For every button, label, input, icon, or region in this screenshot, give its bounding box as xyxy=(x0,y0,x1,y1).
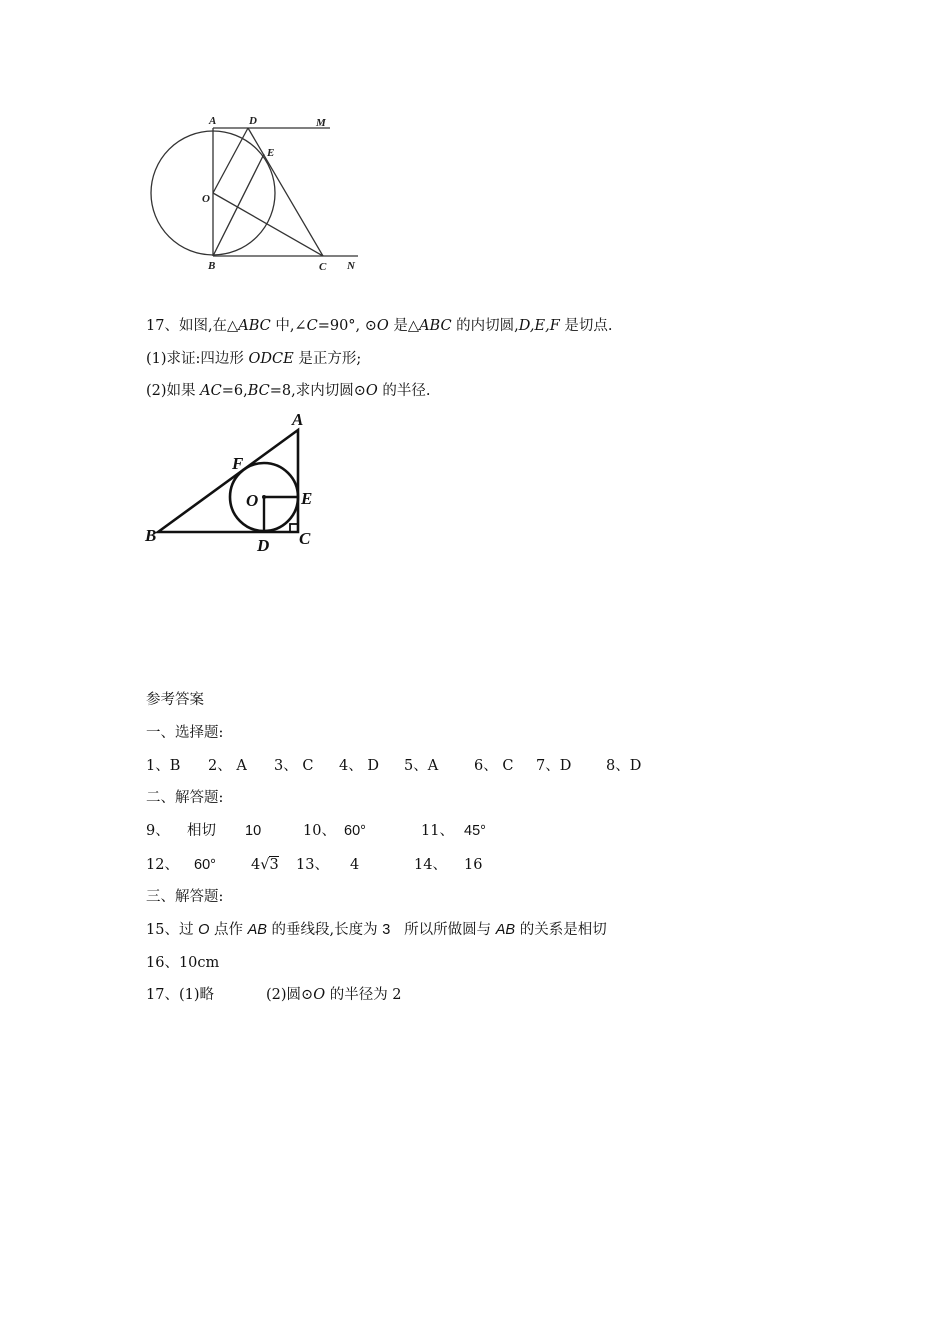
label-c: C xyxy=(319,261,327,273)
mc-8: 8、D xyxy=(606,758,642,774)
mc-2: 2、 A xyxy=(208,758,247,774)
section2-heading: 二、解答题: xyxy=(146,790,224,806)
section3-heading: 三、解答题: xyxy=(146,889,224,905)
answer-row-12-14: 12、 60° 4√3 13、 4 14、 16 xyxy=(146,857,483,873)
mc-7: 7、D xyxy=(536,758,572,774)
line-be xyxy=(213,154,264,256)
mc-4: 4、 D xyxy=(339,758,379,774)
label-m: M xyxy=(316,117,326,129)
label-d: D xyxy=(257,536,270,555)
label-o: O xyxy=(202,193,210,205)
q17-line1: 17、如图,在△ABC 中,∠C=90°, ⊙O 是△ABC 的内切圆,D,E,F 是切点. xyxy=(146,318,613,334)
line-oc xyxy=(213,193,323,256)
label-o: O xyxy=(246,491,259,510)
line-dc xyxy=(248,128,323,256)
answer-16: 16、10cm xyxy=(146,955,220,971)
label-d: D xyxy=(249,115,257,127)
figure-circle-tangents xyxy=(140,110,370,280)
label-e: E xyxy=(301,489,313,508)
section1-heading: 一、选择题: xyxy=(146,725,224,741)
label-n: N xyxy=(347,260,355,272)
answers-heading: 参考答案 xyxy=(146,692,204,708)
mc-3: 3、 C xyxy=(274,758,314,774)
label-a: A xyxy=(209,115,217,127)
answer-17: 17、(1)略 (2)圆⊙O 的半径为 2 xyxy=(146,987,402,1003)
label-c: C xyxy=(299,529,311,548)
four-root-three: 4√3 xyxy=(251,857,279,873)
mc-5: 5、A xyxy=(404,758,439,774)
label-a: A xyxy=(292,410,304,429)
label-b: B xyxy=(145,526,157,545)
label-f: F xyxy=(232,454,244,473)
mc-answers xyxy=(146,756,641,776)
label-b: B xyxy=(208,260,216,272)
label-e: E xyxy=(267,147,275,159)
sqrt-symbol: √ xyxy=(260,857,270,873)
triangle-abc xyxy=(158,430,298,532)
line-od xyxy=(213,128,248,193)
mc-1: 1、B xyxy=(146,758,181,774)
answer-row-9-11: 9、 相切 10 10、 60° 11、 45° xyxy=(146,823,486,839)
figure-triangle-incircle xyxy=(140,408,325,556)
mc-6: 6、 C xyxy=(474,758,514,774)
q17-line2: (1)求证:四边形 ODCE 是正方形; xyxy=(146,351,362,367)
q17-line3: (2)如果 AC=6,BC=8,求内切圆⊙O 的半径. xyxy=(146,383,431,399)
center-dot xyxy=(262,495,266,499)
answer-15: 15、过 O 点作 AB 的垂线段,长度为 3 所以所做圆与 AB 的关系是相切 xyxy=(146,922,607,938)
